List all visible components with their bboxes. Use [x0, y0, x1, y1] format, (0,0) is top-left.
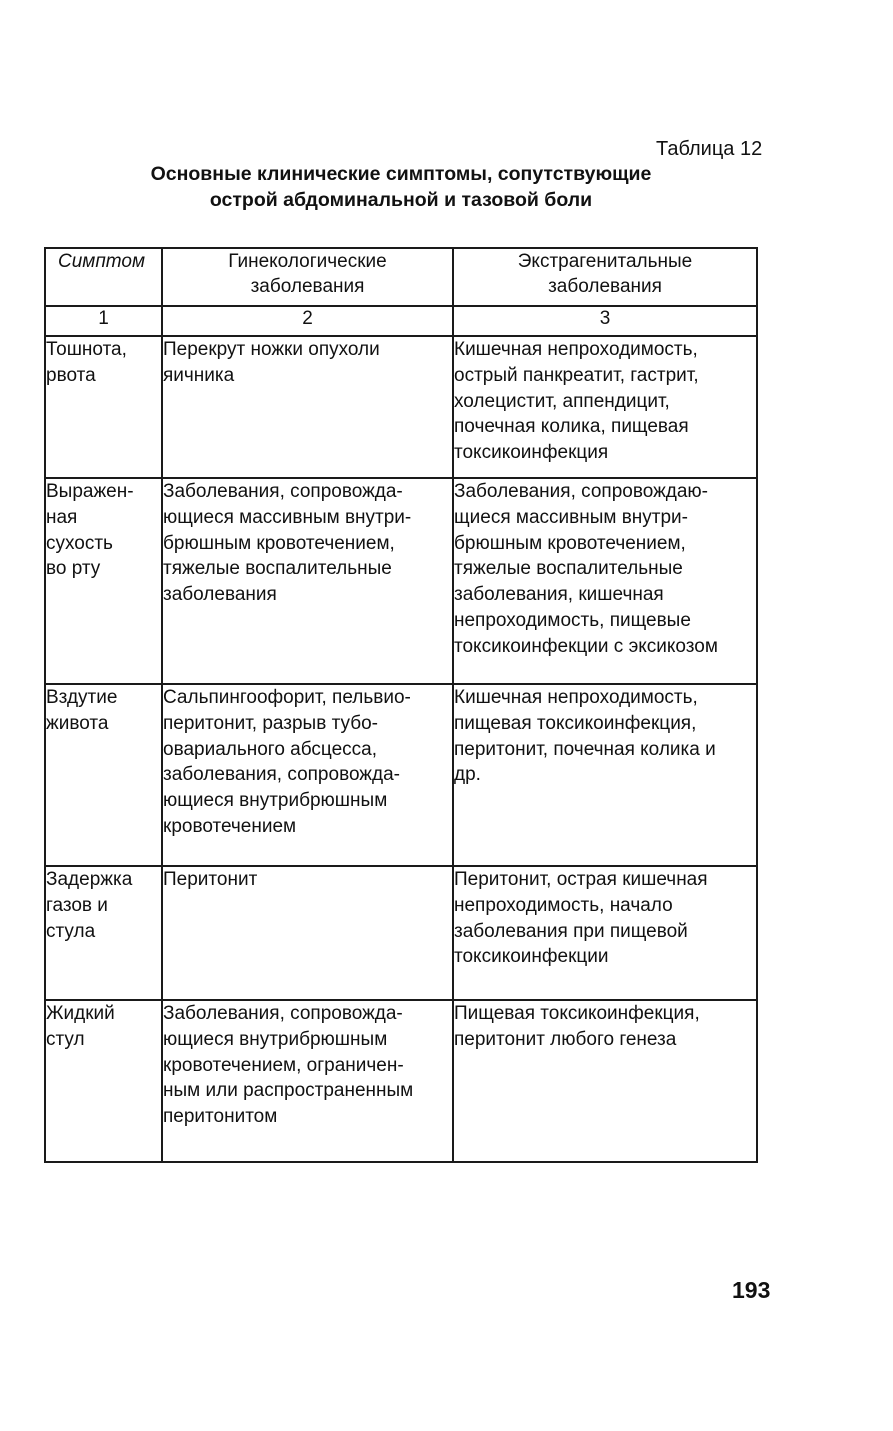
cell-line: токсикоинфекции с эксикозом: [454, 635, 718, 657]
column-number: 3: [453, 306, 757, 336]
table-title-line-2: острой абдоминальной и тазовой боли: [209, 189, 593, 211]
cell-line: Жидкий: [46, 1003, 115, 1024]
table-label: Таблица 12: [656, 138, 763, 160]
cell-line: стула: [46, 920, 96, 942]
table-row: [45, 866, 757, 1000]
cell-line: Вздутие: [46, 687, 118, 708]
table-row: [45, 478, 757, 684]
cell-line: холецистит, аппендицит,: [454, 390, 670, 412]
gyn-cell: [162, 866, 453, 1000]
cell-line: тяжелые воспалительные: [454, 558, 683, 580]
symptoms-table: [44, 247, 758, 1163]
cell-line: яичника: [163, 364, 235, 386]
cell-line: др.: [454, 764, 481, 786]
page-number: 193: [732, 1277, 771, 1303]
cell-line: ющиеся массивным внутри-: [163, 506, 412, 528]
symptom-cell: [45, 684, 162, 866]
cell-line: щиеся массивным внутри-: [454, 506, 689, 528]
cell-line: ная: [46, 506, 78, 528]
cell-line: перитонитом: [163, 1106, 278, 1128]
column-number: 2: [162, 306, 453, 336]
cell-line: ющиеся внутрибрюшным: [163, 790, 388, 812]
cell-line: живота: [46, 712, 109, 734]
cell-line: Задержка: [46, 869, 133, 890]
header-symptom: Симптом: [45, 248, 162, 306]
column-number: 1: [45, 306, 162, 336]
table-title: [120, 161, 682, 213]
gyn-cell: [162, 1000, 453, 1162]
cell-line: Перекрут ножки опухоли: [163, 339, 380, 360]
cell-line: во рту: [46, 558, 101, 580]
cell-line: заболевания при пищевой: [454, 920, 688, 942]
cell-line: рвота: [46, 364, 96, 386]
header-gyn-line: Гинекологические: [228, 251, 387, 272]
cell-line: стул: [46, 1028, 85, 1050]
cell-line: перитонит любого генеза: [454, 1028, 677, 1050]
gyn-cell: [162, 684, 453, 866]
extra-cell: [453, 866, 757, 1000]
cell-line: непроходимость, начало: [454, 894, 673, 916]
extra-cell: [453, 684, 757, 866]
header-extra-line: Экстрагенитальные: [517, 251, 693, 272]
cell-line: брюшным кровотечением,: [163, 532, 395, 554]
symptom-cell: [45, 1000, 162, 1162]
gyn-cell: [162, 478, 453, 684]
cell-line: Сальпингоофорит, пельвио-: [163, 687, 411, 708]
cell-line: кровотечением: [163, 815, 297, 837]
cell-line: ным или распространенным: [163, 1080, 414, 1102]
cell-line: острый панкреатит, гастрит,: [454, 364, 699, 386]
cell-line: Заболевания, сопровожда-: [163, 1003, 403, 1024]
cell-line: Перитонит, острая кишечная: [454, 869, 708, 890]
cell-line: непроходимость, пищевые: [454, 609, 691, 631]
cell-line: токсикоинфекция: [454, 442, 609, 464]
cell-line: Пищевая токсикоинфекция,: [454, 1003, 700, 1024]
cell-line: кровотечением, ограничен-: [163, 1054, 404, 1076]
header-extra-line: заболевания: [548, 276, 662, 297]
extra-cell: [453, 478, 757, 684]
cell-line: перитонит, почечная колика и: [454, 738, 716, 760]
cell-line: почечная колика, пищевая: [454, 416, 689, 438]
cell-line: Кишечная непроходимость,: [454, 687, 698, 708]
cell-line: брюшным кровотечением,: [454, 532, 686, 554]
cell-line: Заболевания, сопровожда-: [163, 481, 403, 502]
cell-line: Перитонит: [163, 869, 258, 890]
gyn-cell: [162, 336, 453, 478]
table-row: [45, 336, 757, 478]
cell-line: газов и: [46, 894, 108, 916]
header-gyn-line: заболевания: [250, 276, 365, 297]
table-row: [45, 1000, 757, 1162]
symptom-cell: [45, 336, 162, 478]
extra-cell: [453, 336, 757, 478]
extra-cell: [453, 1000, 757, 1162]
cell-line: овариального абсцесса,: [163, 738, 377, 760]
symptom-cell: [45, 478, 162, 684]
table-title-line-1: Основные клинические симптомы, сопутствующие: [150, 163, 652, 185]
cell-line: тяжелые воспалительные: [163, 558, 392, 580]
header-extragenital: [453, 248, 757, 306]
cell-line: токсикоинфекции: [454, 946, 609, 968]
symptom-cell: [45, 866, 162, 1000]
cell-line: заболевания, сопровожда-: [163, 764, 400, 786]
column-number-row: [45, 306, 757, 336]
cell-line: заболевания, кишечная: [454, 584, 664, 606]
cell-line: перитонит, разрыв тубо-: [163, 712, 378, 734]
table-row: [45, 684, 757, 866]
cell-line: Тошнота,: [46, 339, 127, 360]
cell-line: пищевая токсикоинфекция,: [454, 712, 697, 734]
cell-line: заболевания: [163, 584, 277, 606]
header-row: [45, 248, 757, 306]
header-gynecological: [162, 248, 453, 306]
cell-line: сухость: [46, 532, 113, 554]
cell-line: Заболевания, сопровождаю-: [454, 481, 709, 502]
cell-line: Кишечная непроходимость,: [454, 339, 698, 360]
cell-line: Выражен-: [46, 481, 134, 502]
cell-line: ющиеся внутрибрюшным: [163, 1028, 388, 1050]
